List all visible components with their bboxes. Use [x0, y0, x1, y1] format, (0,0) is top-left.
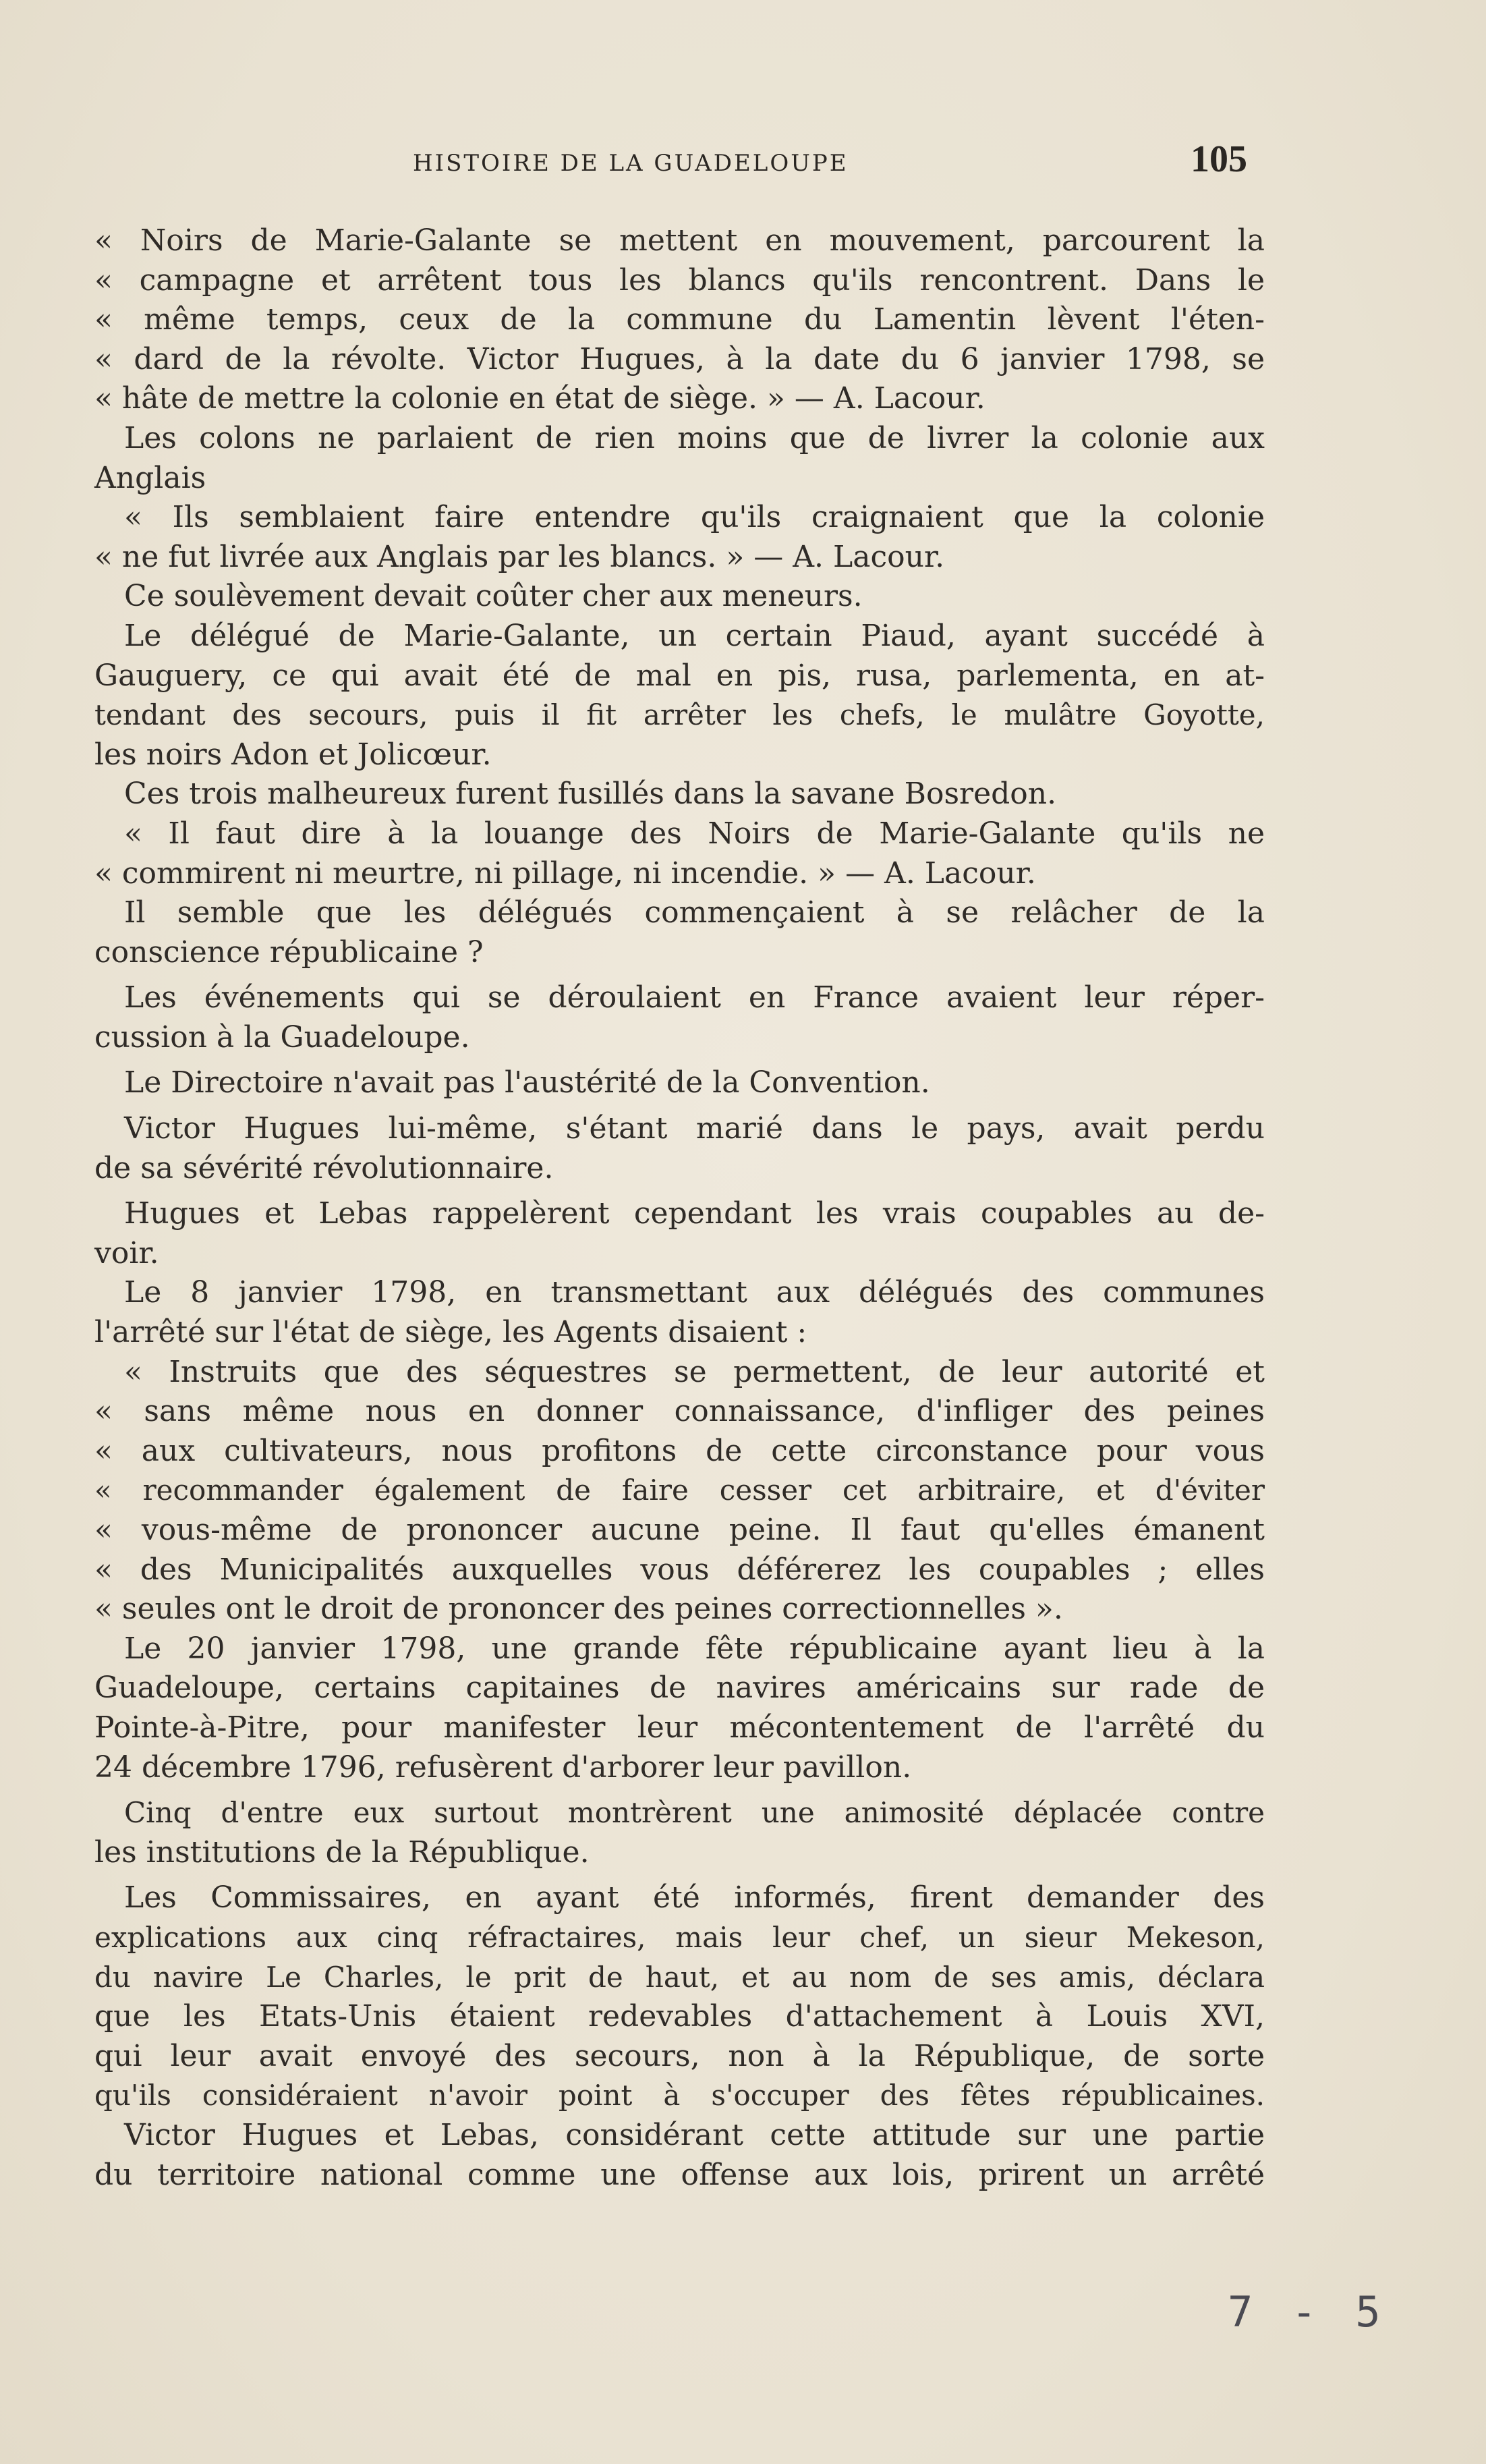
- text-line: 24 décembre 1796, refusèrent d'arborer leur pavillon.: [94, 1749, 912, 1785]
- text-line: Les colons ne parlaient de rien moins que de livrer la colonie aux: [124, 420, 1265, 455]
- text-line: « des Municipalités auxquelles vous déférerez les coupables ; elles: [94, 1552, 1265, 1587]
- text-line: « ne fut livrée aux Anglais par les blancs. » — A. Lacour.: [94, 539, 945, 574]
- text-line: Pointe-à-Pitre, pour manifester leur mécontentement de l'arrêté du: [94, 1710, 1265, 1745]
- text-line: « dard de la révolte. Victor Hugues, à la date du 6 janvier 1798, se: [94, 341, 1265, 376]
- text-line: « Il faut dire à la louange des Noirs de Marie-Galante qu'ils ne: [124, 816, 1265, 851]
- text-line: « seules ont le droit de prononcer des peines correctionnelles ».: [94, 1592, 1063, 1627]
- text-line: « vous-même de prononcer aucune peine. Il faut qu'elles émanent: [94, 1513, 1265, 1547]
- text-line: « sans même nous en donner connaissance, d'infliger des peines: [94, 1394, 1265, 1429]
- text-line: Le Directoire n'avait pas l'austérité de la Convention.: [124, 1065, 930, 1100]
- body-text: [94, 221, 1265, 2195]
- text-line: Guadeloupe, certains capitaines de navires américains sur rade de: [94, 1671, 1265, 1706]
- text-line: Il semble que les délégués commençaient à se relâcher de la: [124, 895, 1265, 930]
- text-line: Ces trois malheureux furent fusillés dans la savane Bosredon.: [124, 777, 1057, 812]
- text-line: Victor Hugues et Lebas, considérant cette attitude sur une partie: [124, 2117, 1265, 2152]
- text-line: voir.: [94, 1235, 159, 1270]
- text-line: explications aux cinq réfractaires, mais leur chef, un sieur Mekeson,: [94, 1920, 1265, 1954]
- text-line: qui leur avait envoyé des secours, non à la République, de sorte: [94, 2038, 1265, 2073]
- text-line: conscience républicaine ?: [94, 934, 484, 970]
- text-line: Cinq d'entre eux surtout montrèrent une animosité déplacée contre: [124, 1796, 1265, 1830]
- text-line: Le 20 janvier 1798, une grande fête républicaine ayant lieu à la: [124, 1631, 1265, 1666]
- text-line: Anglais: [94, 460, 206, 495]
- handwritten-page-note: 7 - 5: [1228, 2287, 1388, 2336]
- text-line: Victor Hugues lui-même, s'étant marié dans le pays, avait perdu: [124, 1111, 1265, 1146]
- text-line: « Ils semblaient faire entendre qu'ils craignaient que la colonie: [124, 500, 1265, 535]
- text-line: l'arrêté sur l'état de siège, les Agents disaient :: [94, 1315, 807, 1350]
- text-line: « recommander également de faire cesser cet arbitraire, et d'éviter: [94, 1474, 1265, 1507]
- text-line: qu'ils considéraient n'avoir point à s'occuper des fêtes républicaines.: [94, 2079, 1265, 2112]
- text-line: Le délégué de Marie-Galante, un certain Piaud, ayant succédé à: [124, 618, 1265, 653]
- text-line: du navire Le Charles, le prit de haut, et au nom de ses amis, déclara: [94, 1960, 1265, 1994]
- text-line: que les Etats-Unis étaient redevables d'attachement à Louis XVI,: [94, 1999, 1265, 2034]
- text-line: Ce soulèvement devait coûter cher aux meneurs.: [124, 579, 863, 614]
- text-line: de sa sévérité révolutionnaire.: [94, 1150, 554, 1185]
- text-line: « commirent ni meurtre, ni pillage, ni incendie. » — A. Lacour.: [94, 856, 1036, 891]
- text-line: Les Commissaires, en ayant été informés, firent demander des: [124, 1880, 1265, 1915]
- running-head: [0, 138, 1486, 184]
- text-line: du territoire national comme une offense aux lois, prirent un arrêté: [94, 2157, 1265, 2192]
- text-line: Gauguery, ce qui avait été de mal en pis, rusa, parlementa, en at-: [94, 658, 1265, 693]
- text-line: « Noirs de Marie-Galante se mettent en mouvement, parcourent la: [94, 223, 1265, 258]
- text-line: « Instruits que des séquestres se permettent, de leur autorité et: [124, 1354, 1265, 1389]
- text-line: les noirs Adon et Jolicœur.: [94, 737, 492, 772]
- text-line: tendant des secours, puis il fit arrêter les chefs, le mulâtre Goyotte,: [94, 698, 1265, 732]
- text-line: Les événements qui se déroulaient en France avaient leur réper-: [124, 980, 1265, 1015]
- text-line: Hugues et Lebas rappelèrent cependant les vrais coupables au de-: [124, 1196, 1265, 1231]
- text-line: « hâte de mettre la colonie en état de siège. » — A. Lacour.: [94, 381, 985, 416]
- running-title: HISTOIRE DE LA GUADELOUPE: [413, 150, 849, 177]
- page-number: 105: [1191, 138, 1247, 180]
- text-line: Le 8 janvier 1798, en transmettant aux délégués des communes: [124, 1275, 1265, 1310]
- text-line: « campagne et arrêtent tous les blancs qu'ils rencontrent. Dans le: [94, 262, 1265, 298]
- text-line: « aux cultivateurs, nous profitons de cette circonstance pour vous: [94, 1433, 1265, 1468]
- text-line: « même temps, ceux de la commune du Lamentin lèvent l'éten-: [94, 302, 1265, 337]
- text-line: cussion à la Guadeloupe.: [94, 1019, 470, 1055]
- text-line: les institutions de la République.: [94, 1835, 590, 1870]
